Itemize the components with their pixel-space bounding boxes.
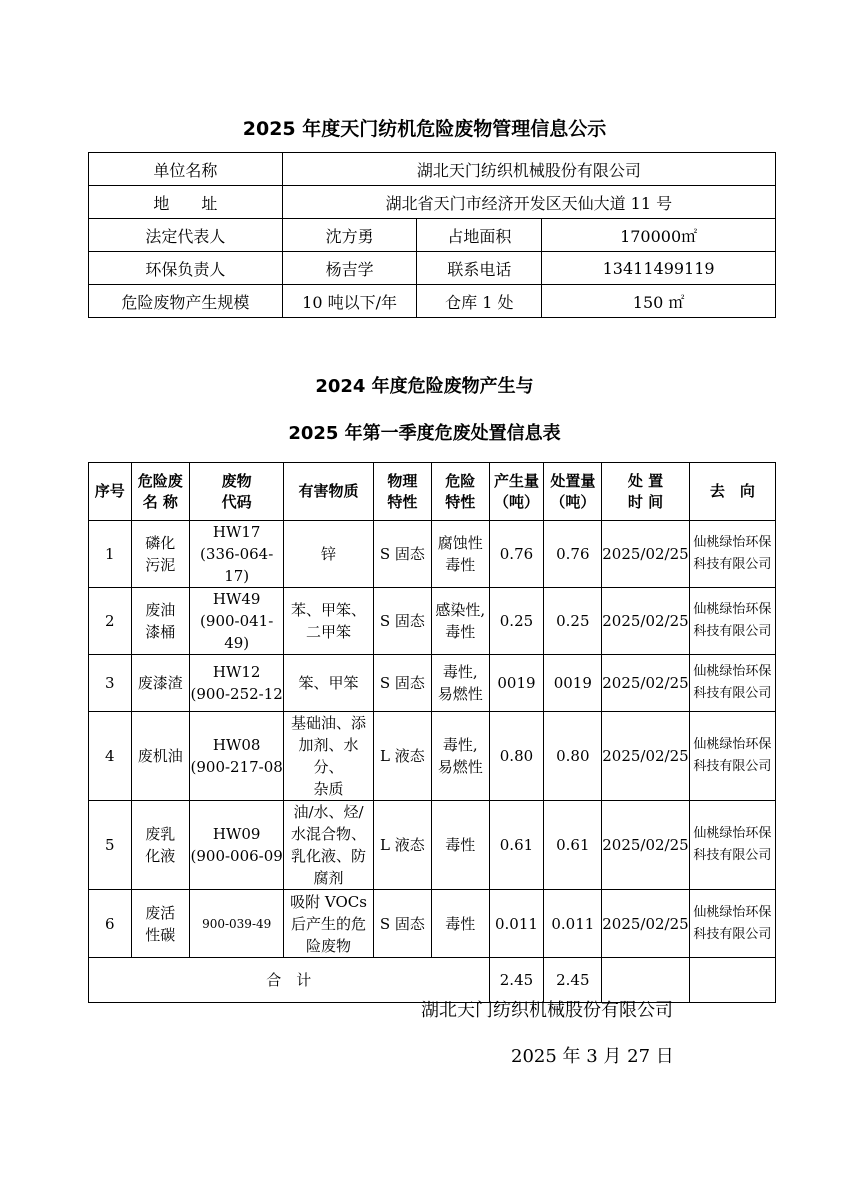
company-label: 单位名称 bbox=[89, 153, 283, 186]
env-label: 环保负责人 bbox=[89, 252, 283, 285]
address-label: 地 址 bbox=[89, 186, 283, 219]
header-disposed: 处置量 （吨） bbox=[544, 463, 602, 521]
info-row-company bbox=[89, 153, 776, 186]
company-info-table bbox=[88, 152, 776, 318]
table-row bbox=[89, 801, 776, 890]
table-row bbox=[89, 712, 776, 801]
table-row bbox=[89, 890, 776, 958]
table-title-line1: 2024 年度危险废物产生与 bbox=[315, 376, 534, 397]
cell-time: 2025/02/25 bbox=[602, 801, 689, 890]
env-value: 杨吉学 bbox=[282, 252, 417, 285]
header-physical: 物理 特性 bbox=[373, 463, 431, 521]
total-disposed: 2.45 bbox=[544, 958, 602, 1003]
cell-code: HW49 (900-041-49) bbox=[190, 588, 284, 655]
legal-rep-value: 沈方勇 bbox=[282, 219, 417, 252]
cell-physical: S 固态 bbox=[373, 890, 431, 958]
phone-label: 联系电话 bbox=[417, 252, 542, 285]
address-value: 湖北省天门市经济开发区天仙大道 11 号 bbox=[282, 186, 775, 219]
waste-table bbox=[88, 462, 776, 1003]
cell-disposed: 0.011 bbox=[544, 890, 602, 958]
cell-disposed: 0019 bbox=[544, 655, 602, 712]
signature-date: 2025 年 3 月 27 日 bbox=[511, 1046, 674, 1067]
cell-seq: 3 bbox=[89, 655, 132, 712]
cell-name: 磷化 污泥 bbox=[131, 521, 189, 588]
cell-time: 2025/02/25 bbox=[602, 521, 689, 588]
cell-disposed: 0.25 bbox=[544, 588, 602, 655]
cell-seq: 5 bbox=[89, 801, 132, 890]
scale-label: 危险废物产生规模 bbox=[89, 285, 283, 318]
cell-destination: 仙桃绿怡环保 科技有限公司 bbox=[689, 655, 775, 712]
table-row bbox=[89, 655, 776, 712]
total-label: 合 计 bbox=[89, 958, 490, 1003]
cell-physical: S 固态 bbox=[373, 521, 431, 588]
cell-generated: 0.76 bbox=[489, 521, 544, 588]
phone-value: 13411499119 bbox=[542, 252, 776, 285]
header-generated: 产生量 （吨） bbox=[489, 463, 544, 521]
cell-generated: 0019 bbox=[489, 655, 544, 712]
cell-seq: 2 bbox=[89, 588, 132, 655]
cell-physical: S 固态 bbox=[373, 655, 431, 712]
info-row-address bbox=[89, 186, 776, 219]
cell-time: 2025/02/25 bbox=[602, 712, 689, 801]
cell-hazard: 腐蚀性 毒性 bbox=[432, 521, 489, 588]
cell-substance: 锌 bbox=[284, 521, 373, 588]
warehouse-label: 仓库 1 处 bbox=[417, 285, 542, 318]
cell-name: 废油 漆桶 bbox=[131, 588, 189, 655]
cell-substance: 吸附 VOCs 后产生的危 险废物 bbox=[284, 890, 373, 958]
table-row bbox=[89, 521, 776, 588]
cell-generated: 0.80 bbox=[489, 712, 544, 801]
cell-physical: S 固态 bbox=[373, 588, 431, 655]
cell-destination: 仙桃绿怡环保 科技有限公司 bbox=[689, 588, 775, 655]
cell-hazard: 感染性, 毒性 bbox=[432, 588, 489, 655]
cell-hazard: 毒性 bbox=[432, 890, 489, 958]
cell-time: 2025/02/25 bbox=[602, 588, 689, 655]
cell-code: HW17 (336-064-17) bbox=[190, 521, 284, 588]
cell-name: 废漆渣 bbox=[131, 655, 189, 712]
cell-substance: 油/水、烃/ 水混合物、 乳化液、防 腐剂 bbox=[284, 801, 373, 890]
header-destination: 去 向 bbox=[689, 463, 775, 521]
info-row-env bbox=[89, 252, 776, 285]
cell-generated: 0.61 bbox=[489, 801, 544, 890]
cell-hazard: 毒性 bbox=[432, 801, 489, 890]
legal-rep-label: 法定代表人 bbox=[89, 219, 283, 252]
cell-disposed: 0.61 bbox=[544, 801, 602, 890]
table-title-line2: 2025 年第一季度危废处置信息表 bbox=[288, 423, 561, 444]
header-name: 危险废 名 称 bbox=[131, 463, 189, 521]
cell-code: HW08 (900-217-08 bbox=[190, 712, 284, 801]
total-generated: 2.45 bbox=[489, 958, 544, 1003]
cell-destination: 仙桃绿怡环保 科技有限公司 bbox=[689, 801, 775, 890]
area-value: 170000㎡ bbox=[542, 219, 776, 252]
info-row-legal bbox=[89, 219, 776, 252]
cell-destination: 仙桃绿怡环保 科技有限公司 bbox=[689, 890, 775, 958]
cell-code: 900-039-49 bbox=[190, 890, 284, 958]
cell-generated: 0.25 bbox=[489, 588, 544, 655]
area-label: 占地面积 bbox=[417, 219, 542, 252]
cell-code: HW12 (900-252-12 bbox=[190, 655, 284, 712]
header-disposal-time: 处 置 时 间 bbox=[602, 463, 689, 521]
waste-table-header bbox=[89, 463, 776, 521]
cell-name: 废乳 化液 bbox=[131, 801, 189, 890]
cell-disposed: 0.76 bbox=[544, 521, 602, 588]
cell-destination: 仙桃绿怡环保 科技有限公司 bbox=[689, 712, 775, 801]
cell-name: 废机油 bbox=[131, 712, 189, 801]
cell-substance: 笨、甲笨 bbox=[284, 655, 373, 712]
cell-seq: 1 bbox=[89, 521, 132, 588]
header-code: 废物 代码 bbox=[190, 463, 284, 521]
scale-value: 10 吨以下/年 bbox=[282, 285, 417, 318]
header-hazard: 危险 特性 bbox=[432, 463, 489, 521]
cell-destination: 仙桃绿怡环保 科技有限公司 bbox=[689, 521, 775, 588]
cell-substance: 基础油、添 加剂、水分、 杂质 bbox=[284, 712, 373, 801]
cell-seq: 4 bbox=[89, 712, 132, 801]
cell-physical: L 液态 bbox=[373, 801, 431, 890]
cell-physical: L 液态 bbox=[373, 712, 431, 801]
cell-disposed: 0.80 bbox=[544, 712, 602, 801]
header-seq: 序号 bbox=[89, 463, 132, 521]
cell-time: 2025/02/25 bbox=[602, 655, 689, 712]
page-title: 2025 年度天门纺机危险废物管理信息公示 bbox=[242, 118, 607, 140]
cell-name: 废活 性碳 bbox=[131, 890, 189, 958]
info-row-scale bbox=[89, 285, 776, 318]
header-hazardous-substance: 有害物质 bbox=[284, 463, 373, 521]
cell-hazard: 毒性, 易燃性 bbox=[432, 655, 489, 712]
cell-seq: 6 bbox=[89, 890, 132, 958]
cell-generated: 0.011 bbox=[489, 890, 544, 958]
cell-code: HW09 (900-006-09 bbox=[190, 801, 284, 890]
cell-substance: 苯、甲笨、 二甲笨 bbox=[284, 588, 373, 655]
signature-company: 湖北天门纺织机械股份有限公司 bbox=[421, 1000, 673, 1021]
table-row bbox=[89, 588, 776, 655]
cell-time: 2025/02/25 bbox=[602, 890, 689, 958]
warehouse-value: 150 ㎡ bbox=[542, 285, 776, 318]
company-value: 湖北天门纺织机械股份有限公司 bbox=[282, 153, 775, 186]
total-empty-destination bbox=[689, 958, 775, 1003]
cell-hazard: 毒性, 易燃性 bbox=[432, 712, 489, 801]
